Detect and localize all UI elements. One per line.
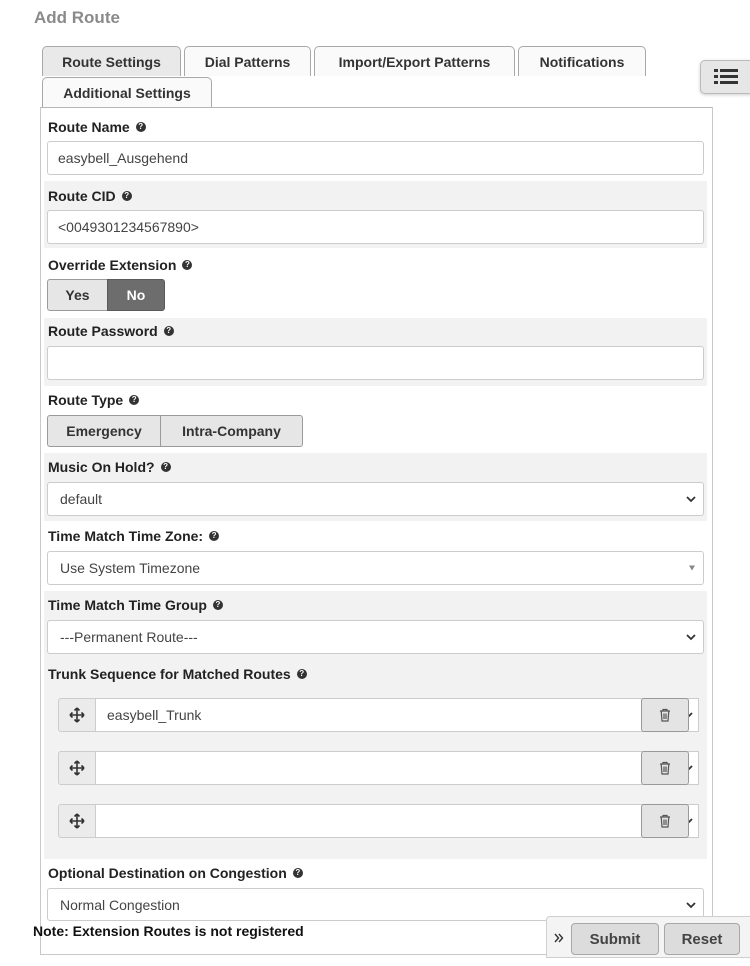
override-extension-no[interactable]: No	[107, 279, 165, 311]
trunk-row	[58, 698, 689, 732]
trunk-row	[58, 751, 689, 785]
list-icon	[714, 68, 738, 86]
time-group-select[interactable]	[47, 620, 704, 654]
time-zone-select[interactable]	[47, 551, 704, 585]
route-name-input[interactable]: easybell_Ausgehend	[47, 141, 704, 175]
question-circle-icon[interactable]: ?	[161, 462, 171, 472]
question-circle-icon[interactable]: ?	[136, 122, 146, 132]
double-chevron-right-icon[interactable]	[554, 933, 564, 943]
question-circle-icon[interactable]: ?	[182, 260, 192, 270]
trash-icon[interactable]	[641, 751, 689, 785]
move-icon[interactable]	[58, 698, 96, 732]
congestion-label: Optional Destination on Congestion ?	[48, 864, 303, 882]
chevron-down-icon	[685, 899, 697, 911]
question-circle-icon[interactable]: ?	[129, 395, 139, 405]
move-icon[interactable]	[58, 804, 96, 838]
route-password-input[interactable]	[47, 346, 704, 380]
chevron-down-icon	[685, 631, 697, 643]
question-circle-icon[interactable]: ?	[293, 868, 303, 878]
submit-button[interactable]: Submit	[571, 923, 659, 955]
action-bar	[546, 916, 750, 958]
route-type-intra-company[interactable]: Intra-Company	[160, 415, 303, 447]
chevron-down-icon	[685, 493, 697, 505]
registration-note: Note: Extension Routes is not registered	[33, 923, 304, 939]
reset-button[interactable]: Reset	[664, 923, 740, 955]
music-on-hold-value: default	[60, 491, 103, 507]
question-circle-icon[interactable]: ?	[297, 669, 307, 679]
override-extension-yes[interactable]: Yes	[47, 279, 108, 311]
trunk-sequence-label: Trunk Sequence for Matched Routes ?	[48, 665, 307, 683]
time-zone-value: Use System Timezone	[60, 560, 201, 576]
route-type-emergency[interactable]: Emergency	[47, 415, 161, 447]
tab-route-settings[interactable]: Route Settings	[42, 46, 181, 76]
question-circle-icon[interactable]: ?	[209, 531, 219, 541]
music-on-hold-select[interactable]	[47, 482, 704, 516]
trash-icon[interactable]	[641, 804, 689, 838]
tab-notifications[interactable]: Notifications	[518, 46, 646, 76]
tab-dial-patterns[interactable]: Dial Patterns	[184, 46, 311, 76]
route-cid-input[interactable]: <0049301234567890>	[47, 210, 704, 244]
time-group-label: Time Match Time Group ?	[48, 596, 223, 614]
route-cid-label: Route CID ?	[48, 187, 132, 205]
trash-icon[interactable]	[641, 698, 689, 732]
caret-down-icon	[689, 566, 695, 571]
question-circle-icon[interactable]: ?	[122, 191, 132, 201]
tab-additional-settings[interactable]: Additional Settings	[42, 77, 212, 107]
trunk-select-value: easybell_Trunk	[107, 707, 202, 723]
side-menu-toggle[interactable]	[700, 60, 750, 94]
route-password-label: Route Password ?	[48, 322, 174, 340]
time-zone-label: Time Match Time Zone: ?	[48, 527, 219, 545]
route-name-label: Route Name ?	[48, 118, 146, 136]
trunk-select[interactable]	[95, 698, 699, 732]
override-extension-label: Override Extension ?	[48, 256, 192, 274]
trunk-select[interactable]	[95, 751, 699, 785]
move-icon[interactable]	[58, 751, 96, 785]
question-circle-icon[interactable]: ?	[213, 600, 223, 610]
question-circle-icon[interactable]: ?	[164, 326, 174, 336]
route-type-label: Route Type ?	[48, 391, 139, 409]
trunk-row	[58, 804, 689, 838]
trunk-select[interactable]	[95, 804, 699, 838]
congestion-value: Normal Congestion	[60, 896, 180, 913]
music-on-hold-label: Music On Hold? ?	[48, 458, 171, 476]
page-title: Add Route	[34, 8, 120, 27]
tab-import-export-patterns[interactable]: Import/Export Patterns	[314, 46, 515, 76]
time-group-value: ---Permanent Route---	[60, 629, 198, 645]
